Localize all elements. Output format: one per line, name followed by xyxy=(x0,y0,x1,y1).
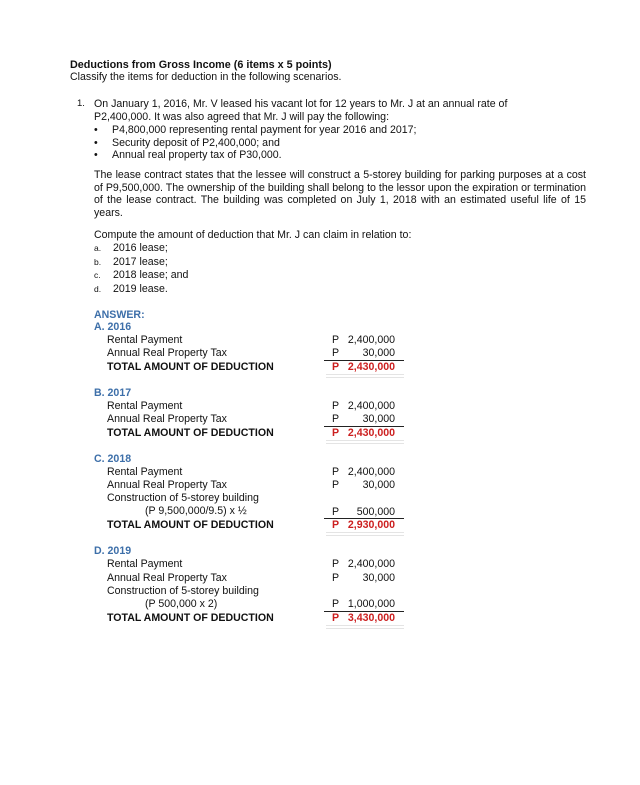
peso-sign: P xyxy=(332,334,340,346)
list-text: 2016 lease; xyxy=(113,242,168,254)
line-label: Rental Payment xyxy=(107,400,183,412)
total-double-underline xyxy=(326,625,404,629)
peso-sign: P xyxy=(332,612,340,624)
lease-contract-paragraph: The lease contract states that the lessee will construct a 5-storey building for parking purposes at a cost of P9,500,000. The ownership of the building shall belong to the lessor upon the expiration or termination of the lease contract. The building was completed on July 1, 2018 with an estimated useful life of 15 years. xyxy=(94,169,586,219)
amount-value: 30,000 xyxy=(362,572,395,584)
total-label: TOTAL AMOUNT OF DEDUCTION xyxy=(107,427,274,439)
peso-sign: P xyxy=(332,519,340,531)
total-value: 3,430,000 xyxy=(347,612,395,624)
bullet-item: • Annual real property tax of P30,000. xyxy=(94,149,417,162)
line-label: Construction of 5-storey building xyxy=(107,492,259,504)
total-value: 2,430,000 xyxy=(347,361,395,373)
amount-value: 500,000 xyxy=(356,506,395,518)
peso-sign: P xyxy=(332,506,340,518)
total-double-underline xyxy=(326,532,404,536)
total-value: 2,430,000 xyxy=(347,427,395,439)
list-text: 2017 lease; xyxy=(113,255,168,268)
peso-sign: P xyxy=(332,427,340,439)
peso-sign: P xyxy=(332,558,340,570)
line-label: Rental Payment xyxy=(107,558,183,570)
line-label: Annual Real Property Tax xyxy=(107,347,227,359)
payment-bullet-list xyxy=(94,124,417,162)
line-label: Annual Real Property Tax xyxy=(107,572,227,584)
amount-value: 2,400,000 xyxy=(347,334,395,346)
line-label: Annual Real Property Tax xyxy=(107,413,227,425)
bullet-item: • Security deposit of P2,400,000; and xyxy=(94,137,417,150)
peso-sign: P xyxy=(332,598,340,610)
answer-label: ANSWER: xyxy=(94,309,145,321)
document-subtitle: Classify the items for deduction in the following scenarios. xyxy=(70,71,342,83)
list-letter: a. xyxy=(94,243,102,253)
section-heading-2019: D. 2019 xyxy=(94,545,132,557)
section-heading-2016: A. 2016 xyxy=(94,321,132,333)
amount-value: 1,000,000 xyxy=(347,598,395,610)
list-letter: b. xyxy=(94,256,102,267)
question-text: On January 1, 2016, Mr. V leased his vacant lot for 12 years to Mr. J at an annual rate of P2,400,000. It was also agreed that Mr. J will pay the following: xyxy=(94,98,508,123)
list-text: 2019 lease. xyxy=(113,282,168,295)
amount-value: 30,000 xyxy=(362,479,395,491)
list-letter: d. xyxy=(94,283,102,294)
peso-sign: P xyxy=(332,572,340,584)
lease-year-list xyxy=(94,242,188,296)
line-label: (P 500,000 x 2) xyxy=(145,598,218,610)
peso-sign: P xyxy=(332,413,340,425)
list-item xyxy=(94,256,188,270)
line-label: (P 9,500,000/9.5) x ½ xyxy=(145,505,247,517)
total-value: 2,930,000 xyxy=(347,519,395,531)
peso-sign: P xyxy=(332,479,340,491)
total-label: TOTAL AMOUNT OF DEDUCTION xyxy=(107,519,274,531)
question-number: 1. xyxy=(77,98,85,109)
list-text: 2018 lease; and xyxy=(113,269,189,281)
peso-sign: P xyxy=(332,361,340,373)
section-heading-2018: C. 2018 xyxy=(94,453,132,465)
total-double-underline xyxy=(326,374,404,378)
line-label: Construction of 5-storey building xyxy=(107,585,259,597)
list-item xyxy=(94,269,188,283)
amount-value: 2,400,000 xyxy=(347,400,395,412)
compute-instruction: Compute the amount of deduction that Mr. J can claim in relation to: xyxy=(94,229,412,241)
line-label: Annual Real Property Tax xyxy=(107,479,227,491)
bullet-item: • P4,800,000 representing rental payment for year 2016 and 2017; xyxy=(94,124,417,137)
section-heading-2017: B. 2017 xyxy=(94,387,132,399)
peso-sign: P xyxy=(332,400,340,412)
peso-sign: P xyxy=(332,347,340,359)
total-double-underline xyxy=(326,440,404,444)
list-item xyxy=(94,242,188,256)
list-item xyxy=(94,283,188,297)
line-label: Rental Payment xyxy=(107,334,183,346)
line-label: Rental Payment xyxy=(107,466,183,478)
peso-sign: P xyxy=(332,466,340,478)
total-label: TOTAL AMOUNT OF DEDUCTION xyxy=(107,612,274,624)
amount-value: 30,000 xyxy=(362,413,395,425)
list-letter: c. xyxy=(94,270,101,280)
amount-value: 2,400,000 xyxy=(347,466,395,478)
total-label: TOTAL AMOUNT OF DEDUCTION xyxy=(107,361,274,373)
amount-value: 2,400,000 xyxy=(347,558,395,570)
document-title: Deductions from Gross Income (6 items x 5 points) xyxy=(70,59,332,71)
amount-value: 30,000 xyxy=(362,347,395,359)
